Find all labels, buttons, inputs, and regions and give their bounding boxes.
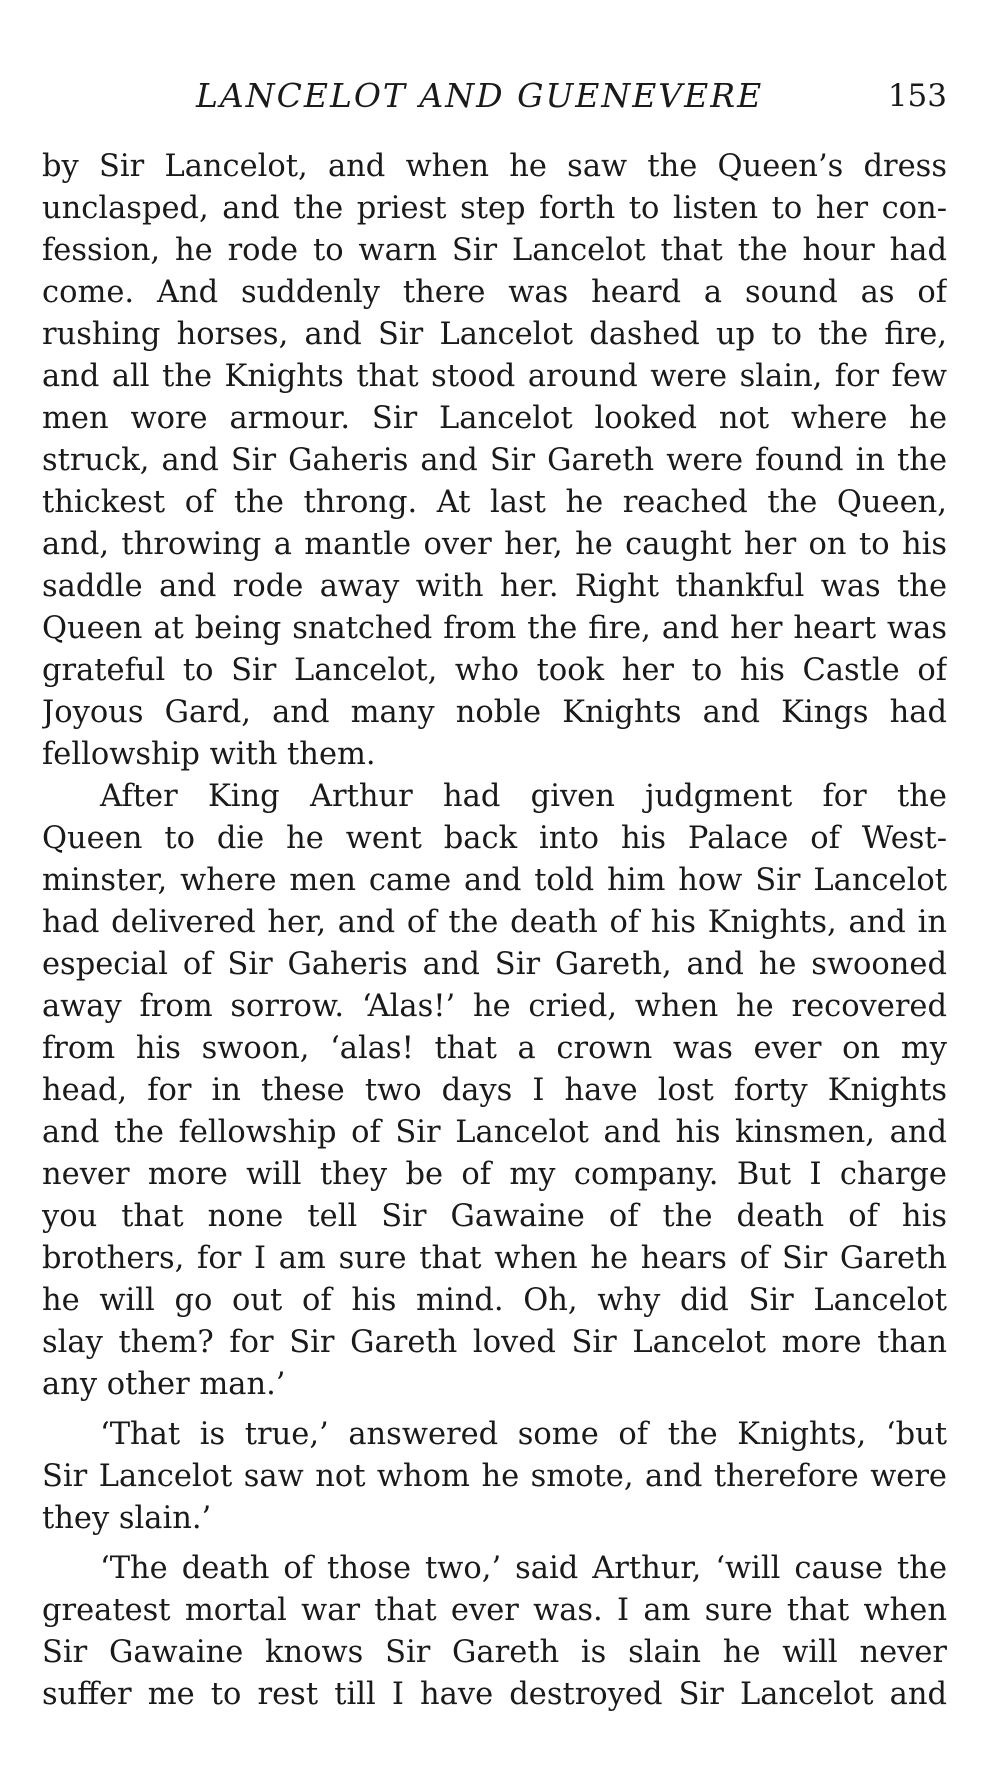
- text-line: and, throwing a mantle over her, he caught her on to his: [42, 527, 947, 562]
- text-line: thickest of the throng. At last he reached the Queen,: [42, 485, 947, 520]
- text-line: struck, and Sir Gaheris and Sir Gareth were found in the: [42, 443, 947, 478]
- text-line: greatest mortal war that ever was. I am sure that when: [42, 1593, 947, 1628]
- paragraph: [42, 776, 947, 1406]
- paragraph-spacer: [42, 1540, 947, 1548]
- paragraph-spacer: [42, 1406, 947, 1414]
- text-line: saddle and rode away with her. Right thankful was the: [42, 569, 947, 604]
- text-line: grateful to Sir Lancelot, who took her to his Castle of: [42, 653, 947, 688]
- text-line: suffer me to rest till I have destroyed Sir Lancelot and: [42, 1677, 947, 1712]
- page-number: 153: [887, 78, 947, 114]
- text-line: and the fellowship of Sir Lancelot and his kinsmen, and: [42, 1115, 947, 1150]
- text-line: come. And suddenly there was heard a sound as of: [42, 275, 947, 310]
- text-line: he will go out of his mind. Oh, why did Sir Lancelot: [42, 1283, 947, 1318]
- text-line: ‘That is true,’ answered some of the Knights, ‘but: [100, 1417, 947, 1452]
- text-line: slay them? for Sir Gareth loved Sir Lancelot more than: [42, 1325, 947, 1360]
- text-line: Sir Lancelot saw not whom he smote, and therefore were: [42, 1459, 947, 1494]
- text-line: away from sorrow. ‘Alas!’ he cried, when he recovered: [42, 989, 947, 1024]
- text-line: After King Arthur had given judgment for the: [100, 779, 947, 814]
- text-line: especial of Sir Gaheris and Sir Gareth, and he swooned: [42, 947, 947, 982]
- text-line: any other man.’: [42, 1367, 286, 1402]
- text-line: you that none tell Sir Gawaine of the death of his: [42, 1199, 947, 1234]
- text-line: Joyous Gard, and many noble Knights and Kings had: [42, 695, 947, 730]
- text-line: never more will they be of my company. But I charge: [42, 1157, 947, 1192]
- paragraph: [42, 1414, 947, 1540]
- text-line: men wore armour. Sir Lancelot looked not where he: [42, 401, 947, 436]
- text-line: minster, where men came and told him how Sir Lancelot: [42, 863, 947, 898]
- paragraph: [42, 146, 947, 776]
- text-line: unclasped, and the priest step forth to listen to her con-: [42, 191, 947, 226]
- text-line: Sir Gawaine knows Sir Gareth is slain he will never: [42, 1635, 947, 1670]
- text-line: by Sir Lancelot, and when he saw the Queen’s dress: [42, 149, 947, 184]
- text-line: ‘The death of those two,’ said Arthur, ‘will cause the: [100, 1551, 947, 1586]
- text-line: rushing horses, and Sir Lancelot dashed up to the fire,: [42, 317, 947, 352]
- paragraph: [42, 1548, 947, 1716]
- text-line: from his swoon, ‘alas! that a crown was ever on my: [42, 1031, 947, 1066]
- text-line: Queen at being snatched from the fire, and her heart was: [42, 611, 947, 646]
- text-line: head, for in these two days I have lost forty Knights: [42, 1073, 947, 1108]
- text-line: and all the Knights that stood around were slain, for few: [42, 359, 947, 394]
- text-line: brothers, for I am sure that when he hears of Sir Gareth: [42, 1241, 947, 1276]
- running-title: LANCELOT AND GUENEVERE: [196, 76, 764, 115]
- running-header: [42, 72, 947, 120]
- text-line: fellowship with them.: [42, 737, 376, 772]
- text-line: had delivered her, and of the death of his Knights, and in: [42, 905, 947, 940]
- body-text: [42, 146, 947, 1716]
- text-line: fession, he rode to warn Sir Lancelot that the hour had: [42, 233, 947, 268]
- text-line: they slain.’: [42, 1501, 212, 1536]
- text-line: Queen to die he went back into his Palace of West-: [42, 821, 947, 856]
